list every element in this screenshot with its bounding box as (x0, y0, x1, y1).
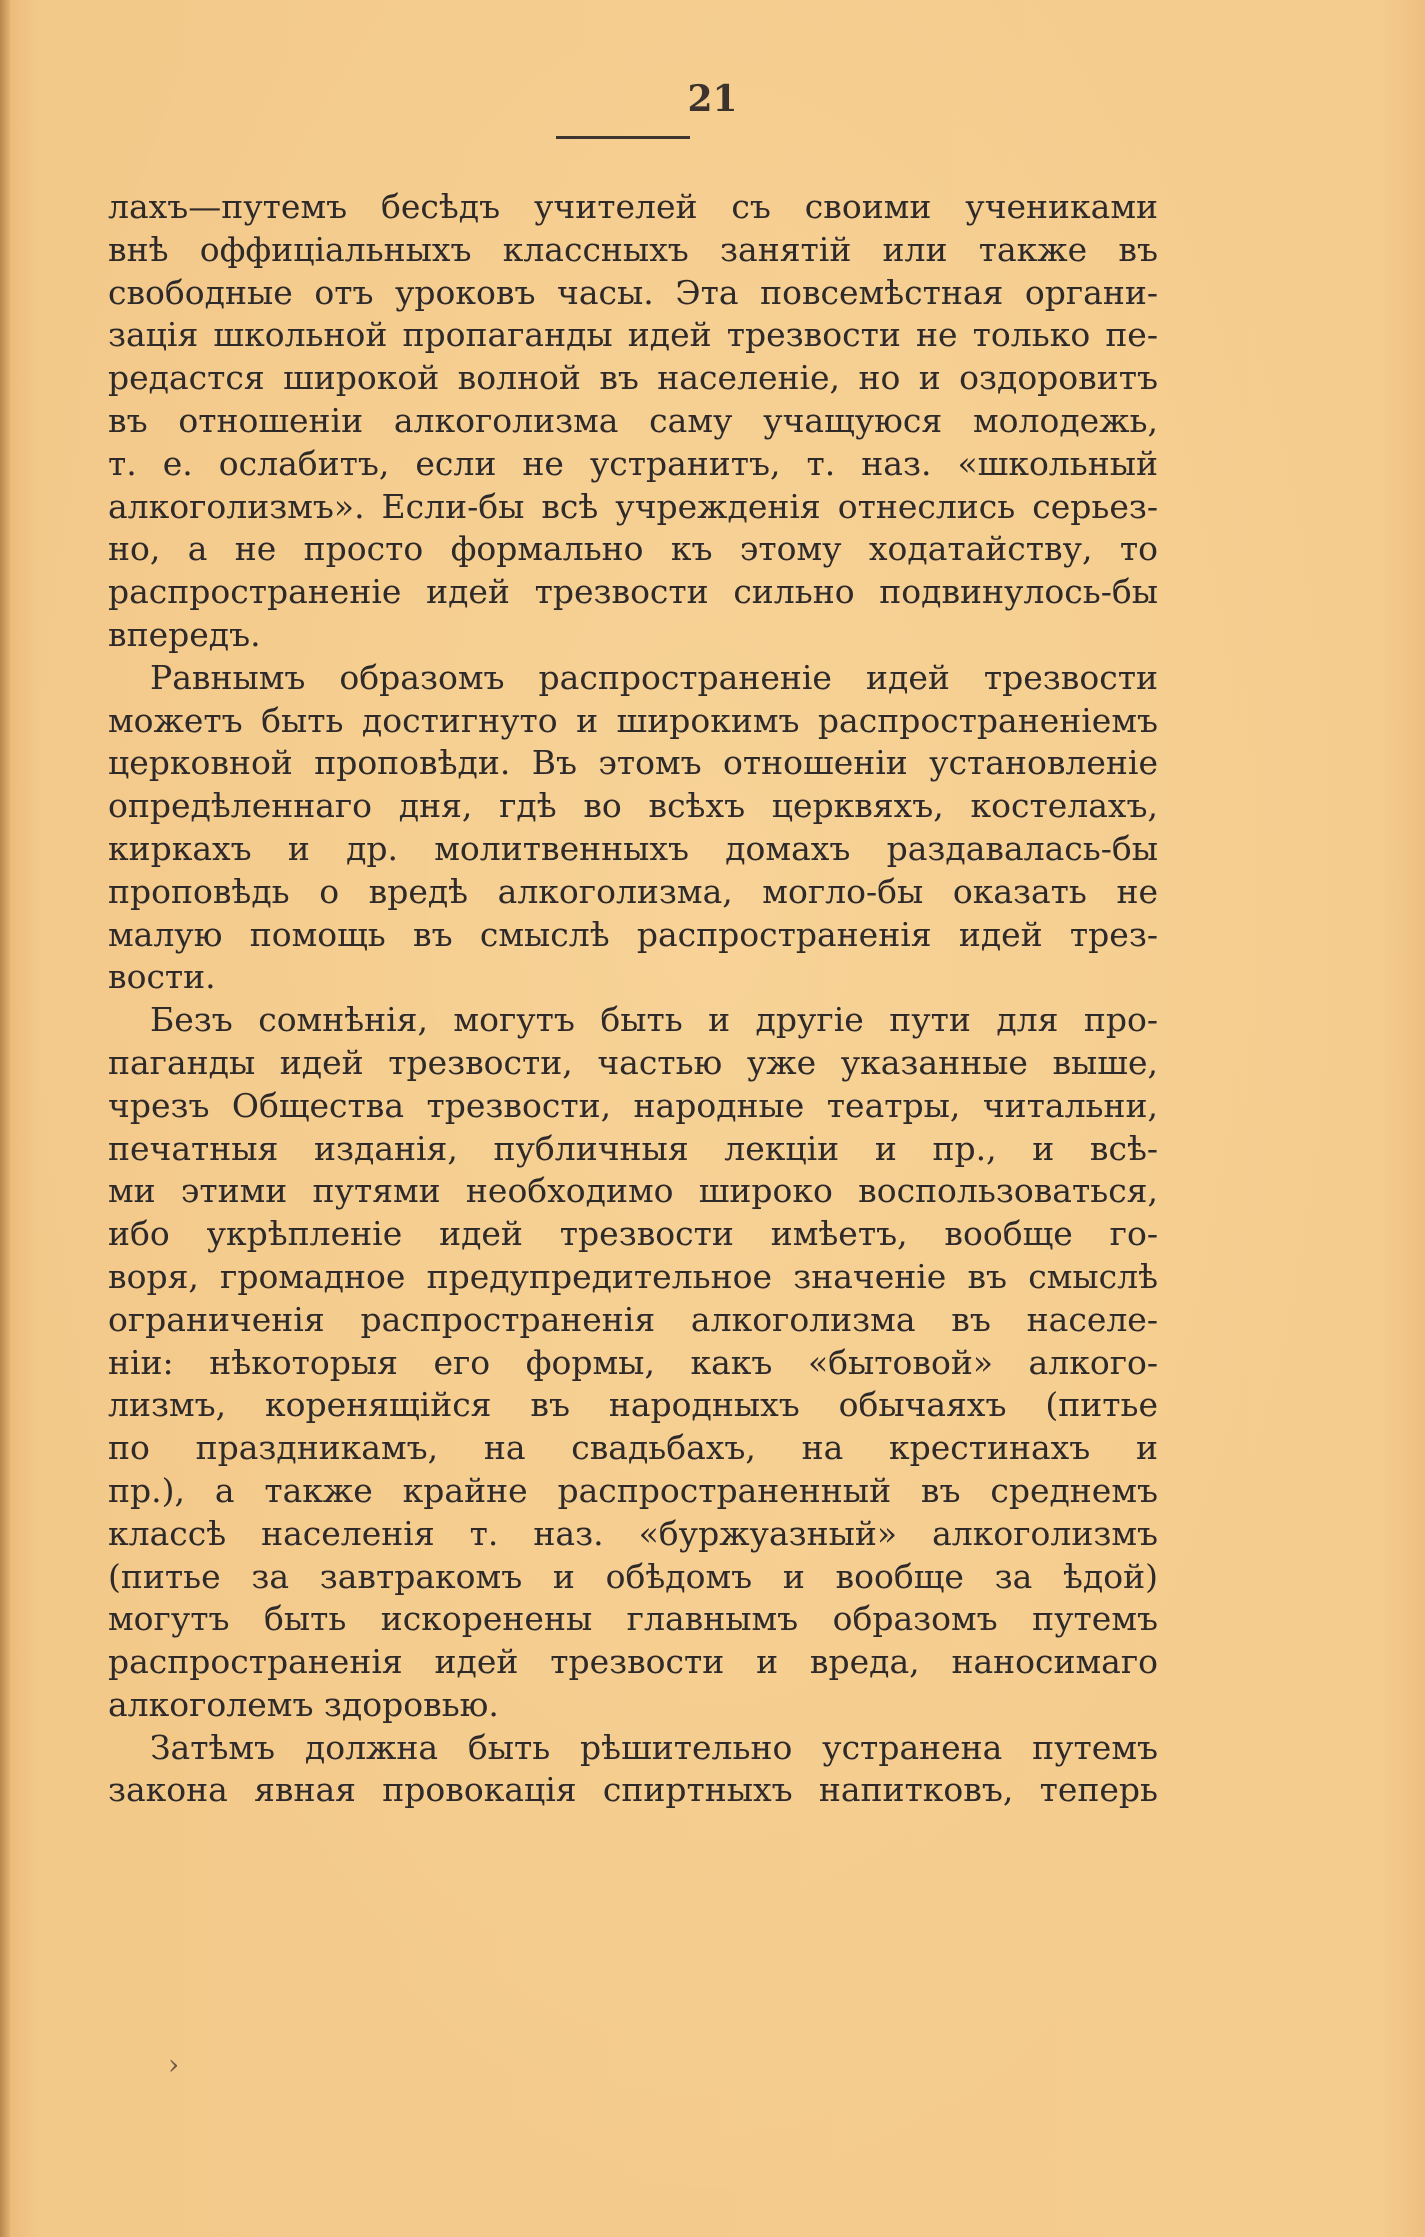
text-line: печатныя изданія, публичныя лекціи и пр., и всѣ- (108, 1128, 1158, 1168)
page-binding-edge (0, 0, 10, 2237)
page-number-rule (556, 136, 690, 139)
stray-mark: › (168, 2048, 180, 2081)
text-line: алкоголизмъ». Если-бы всѣ учрежденія отнеслись серьез- (108, 486, 1158, 526)
page-number: 21 (687, 78, 738, 120)
text-line: могутъ быть искоренены главнымъ образомъ путемъ (108, 1599, 1158, 1639)
text-line: Затѣмъ должна быть рѣшительно устранена путемъ (150, 1727, 1158, 1767)
text-line: церковной проповѣди. Въ этомъ отношеніи установленіе (108, 743, 1158, 783)
text-line: внѣ оффиціальныхъ классныхъ занятій или также въ (108, 229, 1158, 269)
text-line: воря, громадное предупредительное значеніе въ смыслѣ (108, 1256, 1158, 1296)
text-line: по праздникамъ, на свадьбахъ, на крестинахъ и (108, 1428, 1158, 1468)
text-line: проповѣдь о вредѣ алкоголизма, могло-бы оказать не (108, 871, 1158, 911)
text-line: свободные отъ уроковъ часы. Эта повсемѣстная органи- (108, 272, 1158, 312)
text-line: Безъ сомнѣнія, могутъ быть и другіе пути для про- (150, 1000, 1158, 1040)
text-line: лахъ—путемъ бесѣдъ учителей съ своими учениками (108, 187, 1158, 226)
text-line: зація школьной пропаганды идей трезвости не только пе- (108, 315, 1158, 355)
text-line: (питье за завтракомъ и обѣдомъ и вообще за ѣдой) (108, 1556, 1158, 1596)
text-line: впередъ. (108, 614, 261, 654)
text-line: распространеніе идей трезвости сильно подвинулось-бы (108, 572, 1158, 612)
text-line: но, а не просто формально къ этому ходатайству, то (108, 529, 1158, 569)
text-line: закона явная провокація спиртныхъ напитковъ, теперь (108, 1770, 1158, 1810)
text-line: редастся широкой волной въ населеніе, но и оздоровитъ (108, 358, 1158, 398)
text-line: чрезъ Общества трезвости, народные театры, читальни, (108, 1085, 1158, 1125)
text-line: опредѣленнаго дня, гдѣ во всѣхъ церквяхъ, костелахъ, (108, 786, 1158, 826)
text-line: ограниченія распространенія алкоголизма въ населе- (108, 1299, 1158, 1339)
text-line: киркахъ и др. молитвенныхъ домахъ раздавалась-бы (108, 828, 1158, 868)
text-line: лизмъ, коренящійся въ народныхъ обычаяхъ (питье (108, 1385, 1158, 1425)
text-line: алкоголемъ здоровью. (108, 1684, 499, 1724)
text-line: классѣ населенія т. наз. «буржуазный» алкоголизмъ (108, 1513, 1158, 1553)
text-line: паганды идей трезвости, частью уже указанные выше, (108, 1042, 1158, 1082)
text-line: можетъ быть достигнуто и широкимъ распространеніемъ (108, 700, 1158, 740)
text-line: ніи: нѣкоторыя его формы, какъ «бытовой» алкого- (108, 1342, 1158, 1382)
text-line: т. е. ослабитъ, если не устранитъ, т. наз. «школьный (108, 443, 1158, 483)
text-line: ми этими путями необходимо широко воспользоваться, (108, 1171, 1158, 1211)
text-line: вости. (108, 957, 216, 997)
text-line: Равнымъ образомъ распространеніе идей трезвости (150, 657, 1158, 697)
text-line: пр.), а также крайне распространенный въ среднемъ (108, 1470, 1158, 1510)
text-line: распространенія идей трезвости и вреда, наносимаго (108, 1642, 1158, 1682)
text-line: малую помощь въ смыслѣ распространенія идей трез- (108, 914, 1158, 954)
text-line: ибо укрѣпленіе идей трезвости имѣетъ, вообще го- (108, 1214, 1158, 1254)
body-text (108, 186, 1158, 1812)
text-line: въ отношеніи алкоголизма саму учащуюся молодежь, (108, 400, 1158, 440)
